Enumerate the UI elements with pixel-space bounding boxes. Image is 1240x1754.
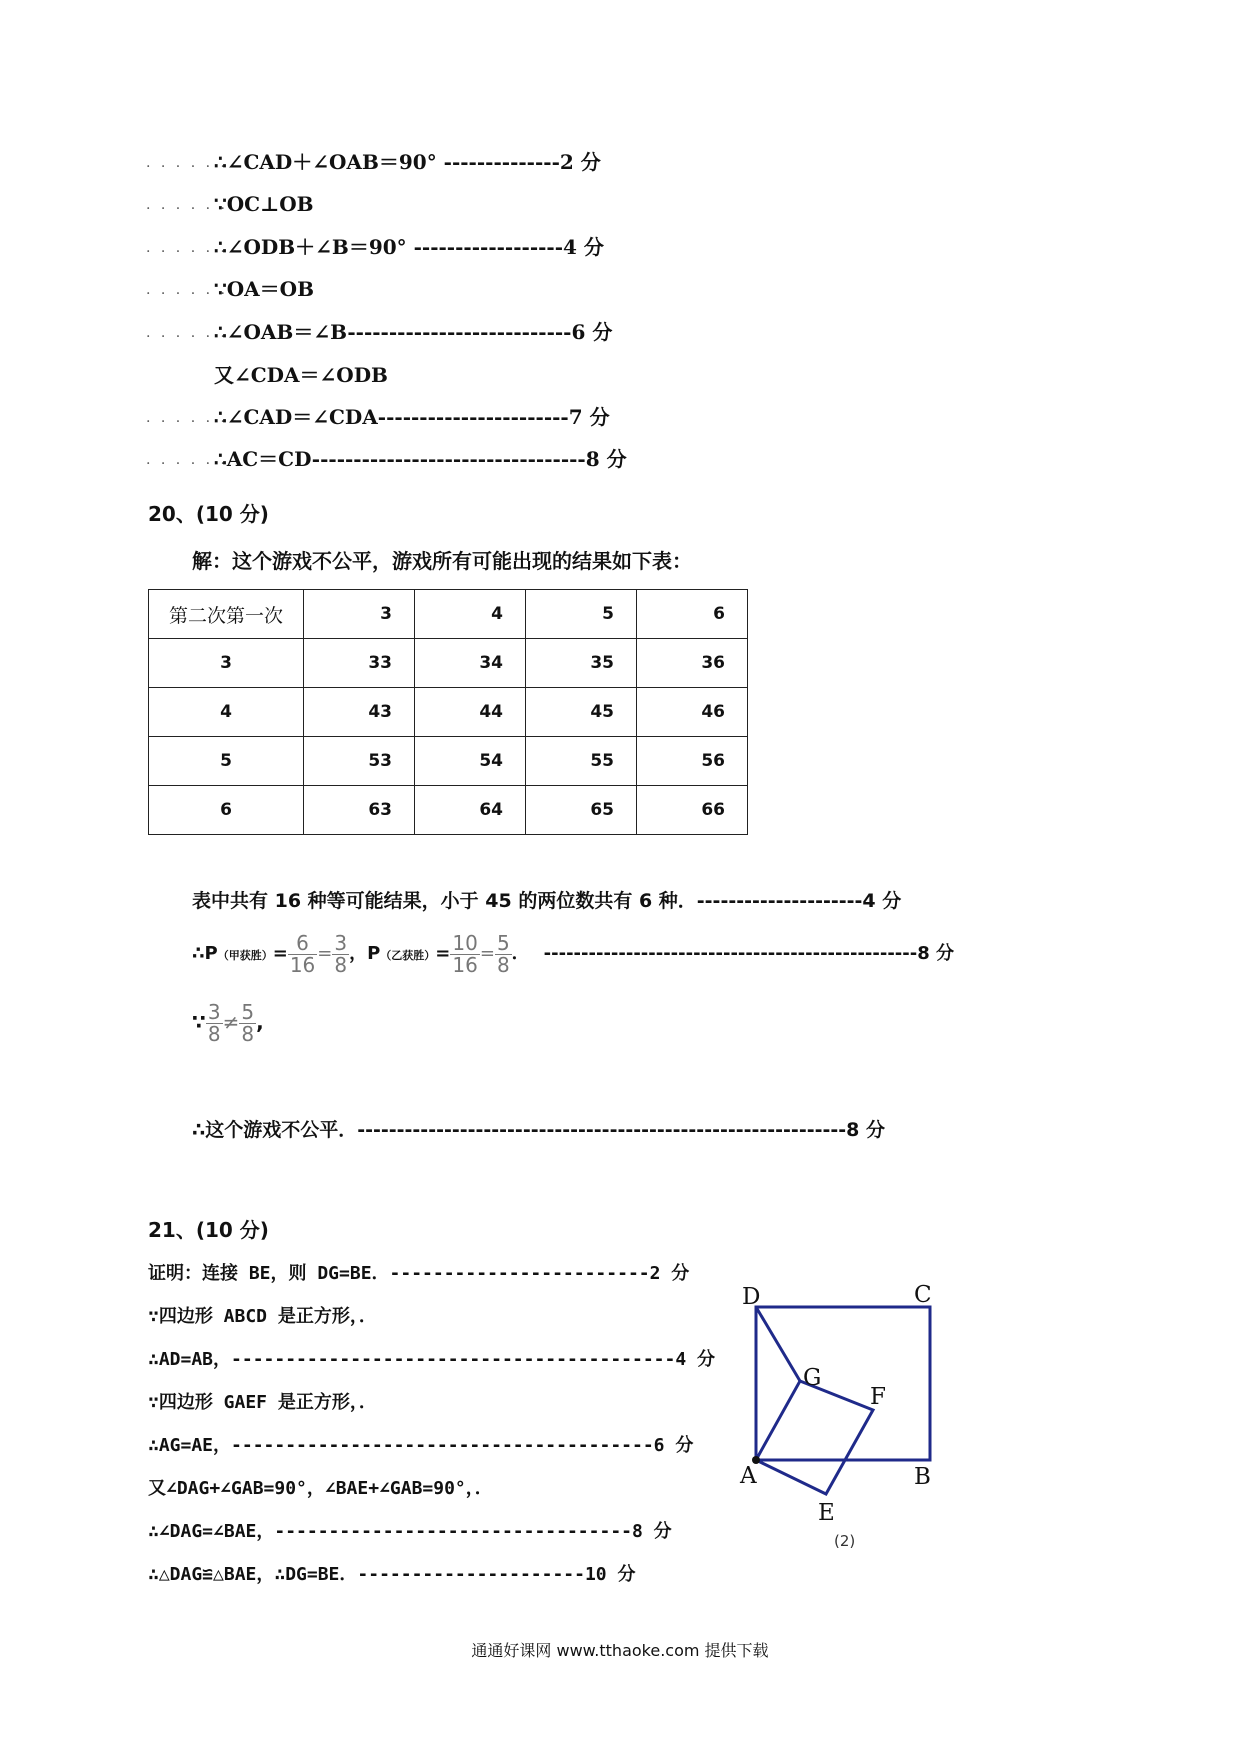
table-row	[149, 786, 748, 835]
fraction: $\frac{5}{8}$	[241, 1000, 255, 1046]
proof-line: ∴AC＝CD---------------------------------8 分	[214, 447, 627, 471]
prob-a-subscript: （甲获胜）	[217, 949, 273, 962]
table-cell: 44	[415, 688, 526, 737]
segment-dg	[756, 1307, 800, 1381]
table-header-cell: 6	[637, 590, 748, 639]
label-f: F	[870, 1384, 886, 1410]
proof-line: ∵四边形 ABCD 是正方形，．	[148, 1306, 377, 1327]
table-header-cell: 5	[526, 590, 637, 639]
proof-line: ∴∠ODB＋∠B＝90° ------------------4 分	[214, 235, 604, 259]
table-cell: 64	[415, 786, 526, 835]
q20-conclusion: ∴这个游戏不公平．--------------------------------------------------------------8 分	[192, 1119, 885, 1141]
square-abcd	[756, 1307, 930, 1460]
q20-intro: 解：这个游戏不公平，游戏所有可能出现的结果如下表：	[192, 549, 692, 573]
fraction: $\frac{10}{16}$	[452, 930, 478, 977]
q20-inequality-line	[192, 998, 264, 1046]
leader-dots: . . . . . .	[146, 452, 228, 468]
table-row-header: 6	[149, 786, 304, 835]
because-symbol: ∵	[192, 1010, 206, 1034]
table-corner-cell: 第二次第一次	[149, 590, 304, 639]
figure-caption: (2)	[834, 1532, 856, 1550]
square-gaef	[756, 1381, 873, 1494]
table-row	[149, 639, 748, 688]
table-cell: 34	[415, 639, 526, 688]
proof-line: ∴AD=AB，-----------------------------------------4 分	[148, 1349, 716, 1370]
proof-line: 又∠DAG+∠GAB=90°，∠BAE+∠GAB=90°，．	[148, 1478, 493, 1499]
proof-line: ∵OA＝OB	[214, 277, 314, 301]
table-cell: 36	[637, 639, 748, 688]
label-g: G	[803, 1365, 822, 1391]
label-a: A	[740, 1463, 757, 1489]
prob-score: --------------------------------------------------8 分	[543, 943, 954, 964]
prob-b-subscript: （乙获胜）	[380, 949, 436, 962]
table-cell: 43	[304, 688, 415, 737]
leader-dots: . . . . . .	[146, 155, 228, 171]
table-cell: 55	[526, 737, 637, 786]
table-cell: 56	[637, 737, 748, 786]
proof-line: ∴∠CAD＝∠CDA-----------------------7 分	[214, 405, 610, 429]
table-header-cell: 4	[415, 590, 526, 639]
fraction: $\frac{3}{8}$	[334, 930, 348, 977]
table-cell: 65	[526, 786, 637, 835]
table-row-header: 4	[149, 688, 304, 737]
proof-line: ∴△DAG≌△BAE，∴DG=BE．---------------------10 分	[148, 1564, 636, 1585]
table-cell: 53	[304, 737, 415, 786]
proof-line: ∴∠OAB＝∠B---------------------------6 分	[214, 320, 613, 344]
proof-line: ∴∠DAG=∠BAE，---------------------------------8 分	[148, 1521, 672, 1542]
proof-line: ∴∠CAD＋∠OAB＝90° --------------2 分	[214, 150, 601, 174]
table-row	[149, 688, 748, 737]
proof-line: ∵OC⊥OB	[214, 192, 314, 216]
label-d: D	[742, 1284, 761, 1310]
table-header-cell: 3	[304, 590, 415, 639]
prob-eq: =	[317, 943, 333, 964]
fraction: $\frac{6}{16}$	[289, 930, 316, 977]
table-cell: 54	[415, 737, 526, 786]
leader-dots: . . . . . .	[146, 325, 228, 341]
q21-heading: 21、(10 分)	[148, 1218, 269, 1242]
label-b: B	[914, 1464, 931, 1490]
table-cell: 45	[526, 688, 637, 737]
not-equal-symbol: ≠	[222, 1010, 240, 1034]
proof-line: ∵四边形 GAEF 是正方形，．	[148, 1392, 377, 1413]
table-cell: 63	[304, 786, 415, 835]
prob-eq: =	[272, 943, 288, 964]
proof-line: 又∠CDA＝∠ODB	[214, 363, 388, 387]
outcome-table	[148, 589, 748, 835]
fraction: $\frac{3}{8}$	[207, 1000, 221, 1046]
table-row-header: 3	[149, 639, 304, 688]
table-cell: 35	[526, 639, 637, 688]
table-row	[149, 737, 748, 786]
q20-heading: 20、(10 分)	[148, 502, 269, 526]
leader-dots: . . . . . .	[146, 410, 228, 426]
prob-eq: =	[479, 943, 495, 964]
prob-comma-p: ，P	[349, 943, 381, 964]
leader-dots: . . . . . .	[146, 240, 228, 256]
prob-p: ∴P	[192, 943, 218, 964]
geometry-figure	[730, 1270, 960, 1560]
leader-dots: . . . . . .	[146, 282, 228, 298]
prob-eq: =	[435, 943, 451, 964]
label-c: C	[914, 1282, 932, 1308]
table-cell: 33	[304, 639, 415, 688]
table-cell: 66	[637, 786, 748, 835]
leader-dots: . . . . . .	[146, 197, 228, 213]
label-e: E	[818, 1500, 835, 1526]
table-row-header: 5	[149, 737, 304, 786]
proof-line: ∴AG=AE，---------------------------------------6 分	[148, 1435, 694, 1456]
neq-comma: ,	[256, 1010, 264, 1034]
page-footer: 通通好课网 www.tthaoke.com 提供下载	[471, 1641, 769, 1660]
prob-end: ．	[511, 943, 530, 964]
q20-count-line: 表中共有 16 种等可能结果，小于 45 的两位数共有 6 种．---------------------4 分	[192, 890, 902, 912]
table-header-row	[149, 590, 748, 639]
q20-probability-line	[192, 930, 954, 980]
proof-line: 证明：连接 BE，则 DG=BE．------------------------2 分	[148, 1263, 690, 1284]
table-cell: 46	[637, 688, 748, 737]
fraction: $\frac{5}{8}$	[496, 930, 510, 977]
